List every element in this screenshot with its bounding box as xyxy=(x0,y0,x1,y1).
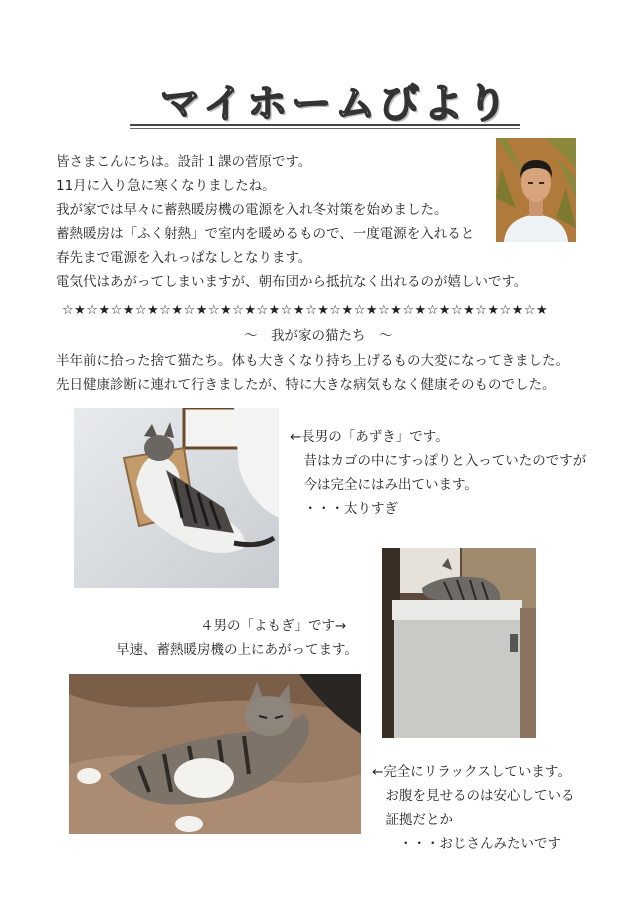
caption-line: ・・・太りすぎ xyxy=(290,501,398,517)
intro-line: 蓄熱暖房は「ふく射熱」で室内を暖めるもので、一度電源を入れると xyxy=(56,226,475,242)
yomogi-heater-photo xyxy=(382,548,536,738)
caption-line: 昔はカゴの中にすっぽりと入っていたのですが xyxy=(290,453,587,469)
caption-line: ←長男の「あずき」です。 xyxy=(290,429,449,445)
cats-paragraph xyxy=(56,349,569,397)
caption-line: ・・・おじさんみたいです xyxy=(372,836,561,852)
intro-line: 11月に入り急に寒くなりましたね。 xyxy=(56,178,276,194)
page-title: マイホームびより xyxy=(160,81,512,127)
caption-line: ４男の「よもぎ」です→ xyxy=(200,618,347,634)
title-underline xyxy=(130,124,520,126)
intro-line: 電気代はあがってしまいますが、朝布団から抵抗なく出れるのが嬉しいです。 xyxy=(56,274,528,290)
cats-line: 先日健康診断に連れて行きましたが、特に大きな病気もなく健康そのものでした。 xyxy=(56,377,556,393)
azuki-cat-photo xyxy=(74,408,279,588)
title-underline-thin xyxy=(130,128,520,129)
caption-line: 早速、蓄熱暖房機の上にあがってます。 xyxy=(116,642,358,658)
caption-line: お腹を見せるのは安心している xyxy=(372,788,575,804)
intro-line: 春先まで電源を入れっぱなしとなります。 xyxy=(56,250,312,266)
caption-line: ←完全にリラックスしています。 xyxy=(372,764,571,780)
caption-line: 証拠だとか xyxy=(372,812,453,828)
cats-line: 半年前に拾った捨て猫たち。体も大きくなり持ち上げるもの大変になってきました。 xyxy=(56,353,569,369)
cats-heading: ～ 我が家の猫たち ～ xyxy=(244,328,393,344)
relaxed-cat-photo xyxy=(69,674,361,834)
caption-line: 今は完全にはみ出ています。 xyxy=(290,477,478,493)
azuki-caption xyxy=(290,425,586,521)
intro-line: 我が家では早々に蓄熱暖房機の電源を入れ冬対策を始めました。 xyxy=(56,202,448,218)
intro-paragraph xyxy=(56,150,527,294)
relax-caption xyxy=(372,760,575,856)
star-divider: ☆★☆★☆★☆★☆★☆★☆★☆★☆★☆★☆★☆★☆★☆★☆★☆★☆★☆★☆★☆★ xyxy=(62,303,549,318)
intro-line: 皆さまこんにちは。設計１課の菅原です。 xyxy=(56,154,312,170)
yomogi-caption xyxy=(116,614,358,662)
